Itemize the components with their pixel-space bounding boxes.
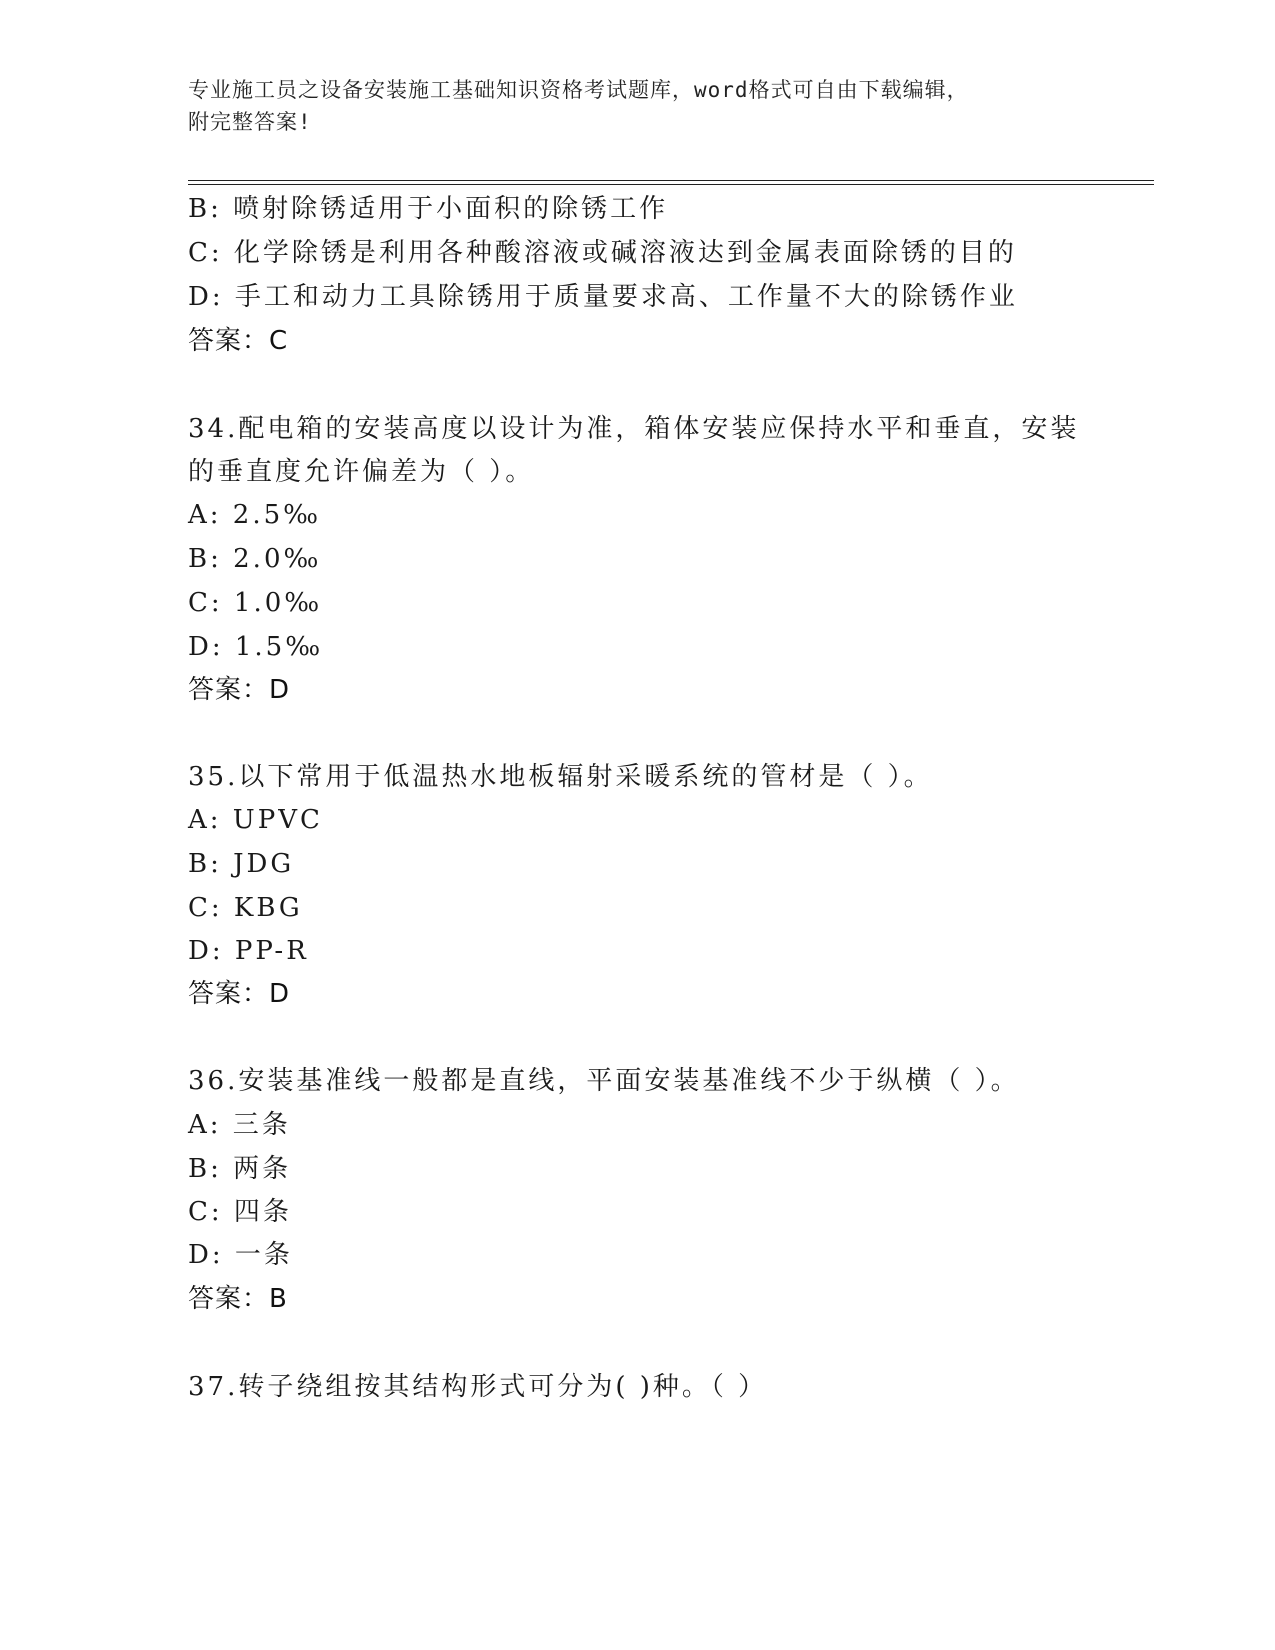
q36-option-b: B: 两条 (188, 1154, 292, 1184)
q34-option-a: A: 2.5‰ (188, 500, 322, 530)
q35-option-b: B: JDG (188, 849, 295, 879)
q37-stem: 37.转子绕组按其结构形式可分为( )种。（ ） (188, 1372, 768, 1402)
q33-option-b: B: 喷射除锈适用于小面积的除锈工作 (188, 194, 669, 224)
q34-stem-line-1: 34.配电箱的安装高度以设计为准，箱体安装应保持水平和垂直，安装 (188, 414, 1080, 444)
q36-option-c: C: 四条 (188, 1197, 292, 1227)
q34-option-d: D: 1.5‰ (188, 632, 324, 662)
header-divider-top (188, 180, 1154, 181)
q35-option-a: A: UPVC (188, 805, 323, 835)
q34-stem-line-2: 的垂直度允许偏差为（ ）。 (188, 457, 535, 487)
q34-option-c: C: 1.0‰ (188, 588, 323, 618)
header-line-2: 附完整答案! (188, 110, 312, 134)
q35-stem: 35.以下常用于低温热水地板辐射采暖系统的管材是（ ）。 (188, 762, 933, 792)
q33-option-d: D: 手工和动力工具除锈用于质量要求高、工作量不大的除锈作业 (188, 282, 1018, 312)
header-line-1: 专业施工员之设备安装施工基础知识资格考试题库，word格式可自由下载编辑， (188, 78, 969, 102)
q34-answer: 答案：D (188, 675, 291, 705)
header-divider-bottom (188, 184, 1154, 185)
q35-option-c: C: KBG (188, 893, 303, 923)
q33-option-c: C: 化学除锈是利用各种酸溶液或碱溶液达到金属表面除锈的目的 (188, 238, 1017, 268)
q36-option-d: D: 一条 (188, 1240, 293, 1270)
q36-answer: 答案：B (188, 1284, 288, 1314)
q34-option-b: B: 2.0‰ (188, 544, 322, 574)
q35-option-d: D: PP-R (188, 936, 309, 966)
q36-stem: 36.安装基准线一般都是直线，平面安装基准线不少于纵横（ ）。 (188, 1066, 1020, 1096)
q35-answer: 答案：D (188, 979, 291, 1009)
q36-option-a: A: 三条 (188, 1110, 291, 1140)
q33-answer: 答案：C (188, 326, 289, 356)
document-header (188, 74, 1068, 138)
